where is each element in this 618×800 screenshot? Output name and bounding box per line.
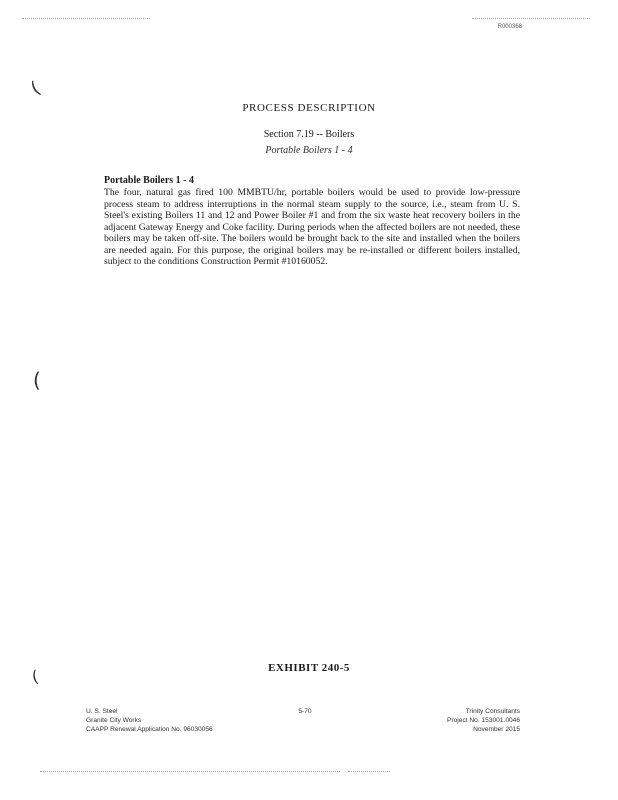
punch-hole-icon: (: [30, 666, 40, 687]
footer-facility: Granite City Works: [86, 717, 142, 724]
footer-company: U. S. Steel: [86, 708, 118, 715]
body-paragraph: The four, natural gas fired 100 MMBTU/hr, portable boilers would be used to provide low-pressure process steam to address interruptions in the normal steam supply to the source, i.e., steam from U. S. Steel's existing Boilers 11 and 12 and Power Boiler #1 and from the six waste heat recovery boilers in the adjacent Gateway Energy and Coke facility. During periods when the affected boilers are not needed, these boilers may be taken off-site. The boilers would be brought back to the site and installed when the boilers are needed again. For this purpose, the original boilers may be re-installed or different boilers installed, subject to the conditions Construction Permit #10160052.: [104, 187, 520, 267]
paragraph-heading: Portable Boilers 1 - 4: [104, 175, 194, 186]
subsection-title: Portable Boilers 1 - 4: [265, 145, 353, 156]
page-title: PROCESS DESCRIPTION: [242, 102, 376, 114]
footer-center: [280, 707, 330, 716]
page-number: 5-70: [298, 708, 312, 715]
scan-edge-dots: [348, 771, 390, 774]
footer-application: CAAPP Renewal Application No. 96030056: [86, 726, 213, 733]
scan-edge-dots: [472, 18, 590, 21]
footer-right: [404, 707, 520, 734]
footer-date: November 2015: [473, 726, 520, 733]
punch-hole-icon: (: [33, 368, 41, 392]
exhibit-label: EXHIBIT 240-5: [268, 662, 350, 674]
scan-edge-dots: [40, 771, 340, 774]
document-id: R000368: [497, 24, 522, 30]
footer-left: [86, 707, 213, 734]
footer-project: Project No. 153001.0046: [447, 717, 520, 724]
section-title: Section 7.19 -- Boilers: [263, 129, 355, 140]
punch-hole-icon: (: [27, 77, 44, 100]
scan-edge-dots: [22, 18, 150, 21]
footer-consultant: Trinity Consultants: [465, 708, 520, 715]
